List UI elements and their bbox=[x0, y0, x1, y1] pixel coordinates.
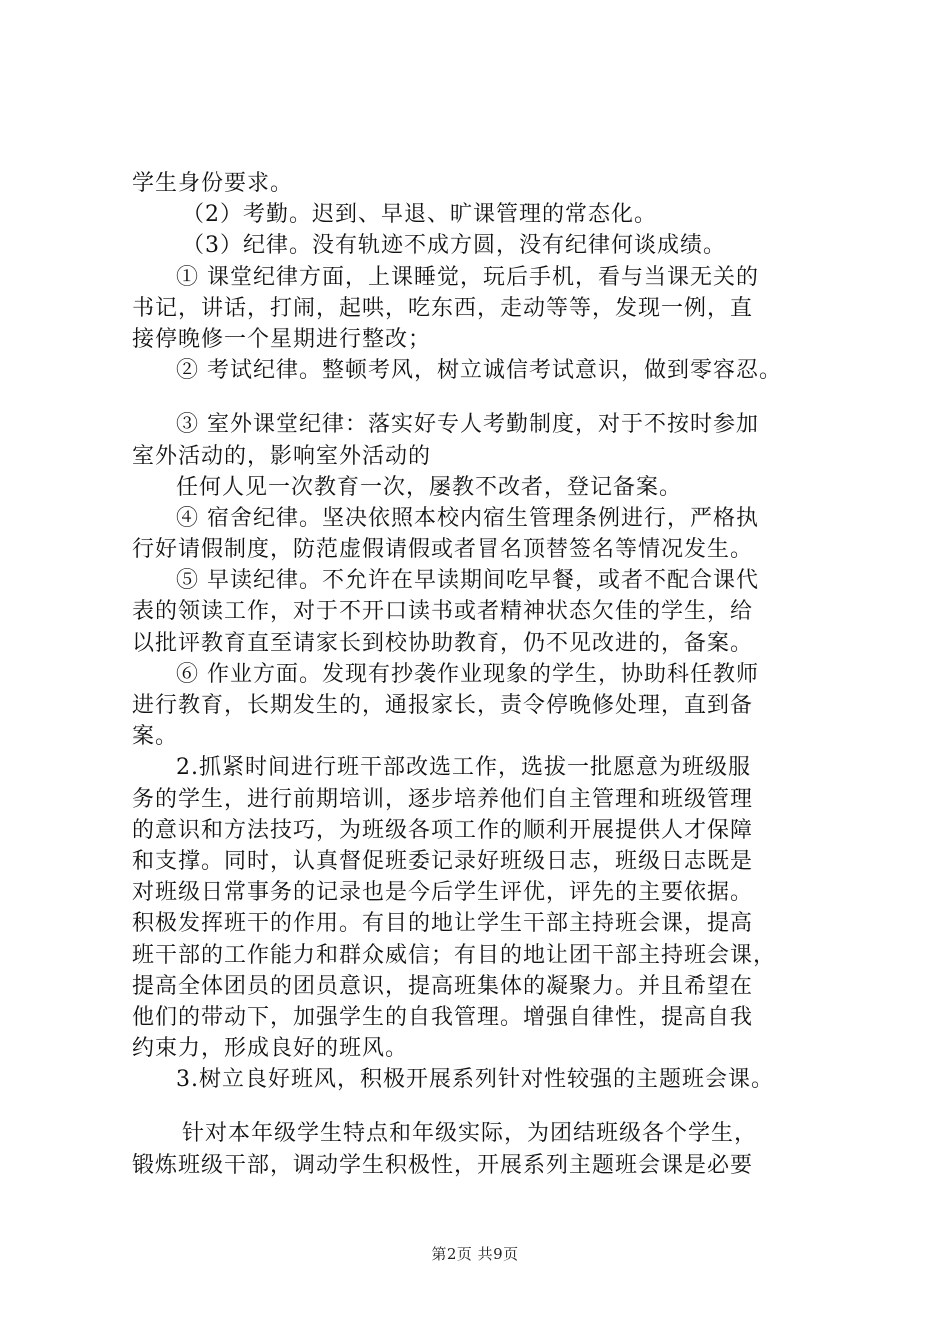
text-line: 室外活动的，影响室外活动的 bbox=[132, 443, 432, 469]
text-line: （3）纪律。没有轨迹不成方圆，没有纪律何谈成绩。 bbox=[182, 233, 726, 259]
body-text bbox=[132, 168, 848, 1181]
text-line: ③ 室外课堂纪律：落实好专人考勤制度，对于不按时参加 bbox=[176, 412, 759, 438]
text-line: 的意识和方法技巧，为班级各项工作的顺利开展提供人才保障 bbox=[132, 817, 754, 843]
text-line: ⑤ 早读纪律。不允许在早读期间吃早餐，或者不配合课代 bbox=[176, 568, 759, 594]
text-line: ④ 宿舍纪律。坚决依照本校内宿生管理条例进行，严格执 bbox=[176, 505, 759, 531]
text-line: （2）考勤。迟到、早退、旷课管理的常态化。 bbox=[182, 202, 657, 228]
text-line: 接停晚修一个星期进行整改； bbox=[132, 326, 432, 352]
text-line: 对班级日常事务的记录也是今后学生评优，评先的主要依据。 bbox=[132, 880, 754, 906]
text-line: 务的学生，进行前期培训，逐步培养他们自主管理和班级管理 bbox=[132, 786, 754, 812]
text-line: 以批评教育直至请家长到校协助教育，仍不见改进的，备案。 bbox=[132, 630, 754, 656]
text-line: 针对本年级学生特点和年级实际，为团结班级各个学生， bbox=[182, 1121, 758, 1147]
text-line: 积极发挥班干的作用。有目的地让学生干部主持班会课，提高 bbox=[132, 911, 754, 937]
text-line: 学生身份要求。 bbox=[132, 171, 294, 196]
text-line: 任何人见一次教育一次，屡教不改者，登记备案。 bbox=[176, 474, 683, 500]
paragraph-gap bbox=[132, 386, 848, 409]
text-line: 他们的带动下，加强学生的自我管理。增强自律性，提高自我 bbox=[132, 1004, 754, 1030]
text-line: 提高全体团员的团员意识，提高班集体的凝聚力。并且希望在 bbox=[132, 973, 754, 999]
text-line: 约束力，形成良好的班风。 bbox=[132, 1036, 409, 1062]
text-line: ① 课堂纪律方面，上课睡觉，玩后手机，看与当课无关的 bbox=[176, 264, 759, 290]
paragraph-gap bbox=[132, 1095, 848, 1118]
text-line: 班干部的工作能力和群众威信；有目的地让团干部主持班会课， bbox=[132, 942, 777, 968]
text-line: 2.抓紧时间进行班干部改选工作，选拔一批愿意为班级服 bbox=[176, 755, 751, 781]
text-line: 进行教育，长期发生的，通报家长，责令停晚修处理，直到备 bbox=[132, 693, 754, 718]
text-line: ⑥ 作业方面。发现有抄袭作业现象的学生，协助科任教师 bbox=[176, 661, 759, 687]
text-line: 锻炼班级干部，调动学生积极性，开展系列主题班会课是必要 bbox=[132, 1152, 754, 1178]
text-line: 案。 bbox=[132, 724, 179, 750]
text-line: 表的领读工作，对于不开口读书或者精神状态欠佳的学生，给 bbox=[132, 599, 754, 625]
text-line: 行好请假制度，防范虚假请假或者冒名顶替签名等情况发生。 bbox=[132, 537, 754, 563]
text-line: 3.树立良好班风，积极开展系列针对性较强的主题班会课。 bbox=[176, 1067, 774, 1093]
page-number: 第2页 共9页 bbox=[431, 1245, 519, 1263]
text-line: ② 考试纪律。整顿考风，树立诚信考试意识，做到零容忍。 bbox=[176, 358, 782, 384]
text-line: 和支撑。同时，认真督促班委记录好班级日志，班级日志既是 bbox=[132, 848, 754, 874]
text-line: 书记，讲话，打闹，起哄，吃东西，走动等等，发现一例，直 bbox=[132, 295, 754, 321]
